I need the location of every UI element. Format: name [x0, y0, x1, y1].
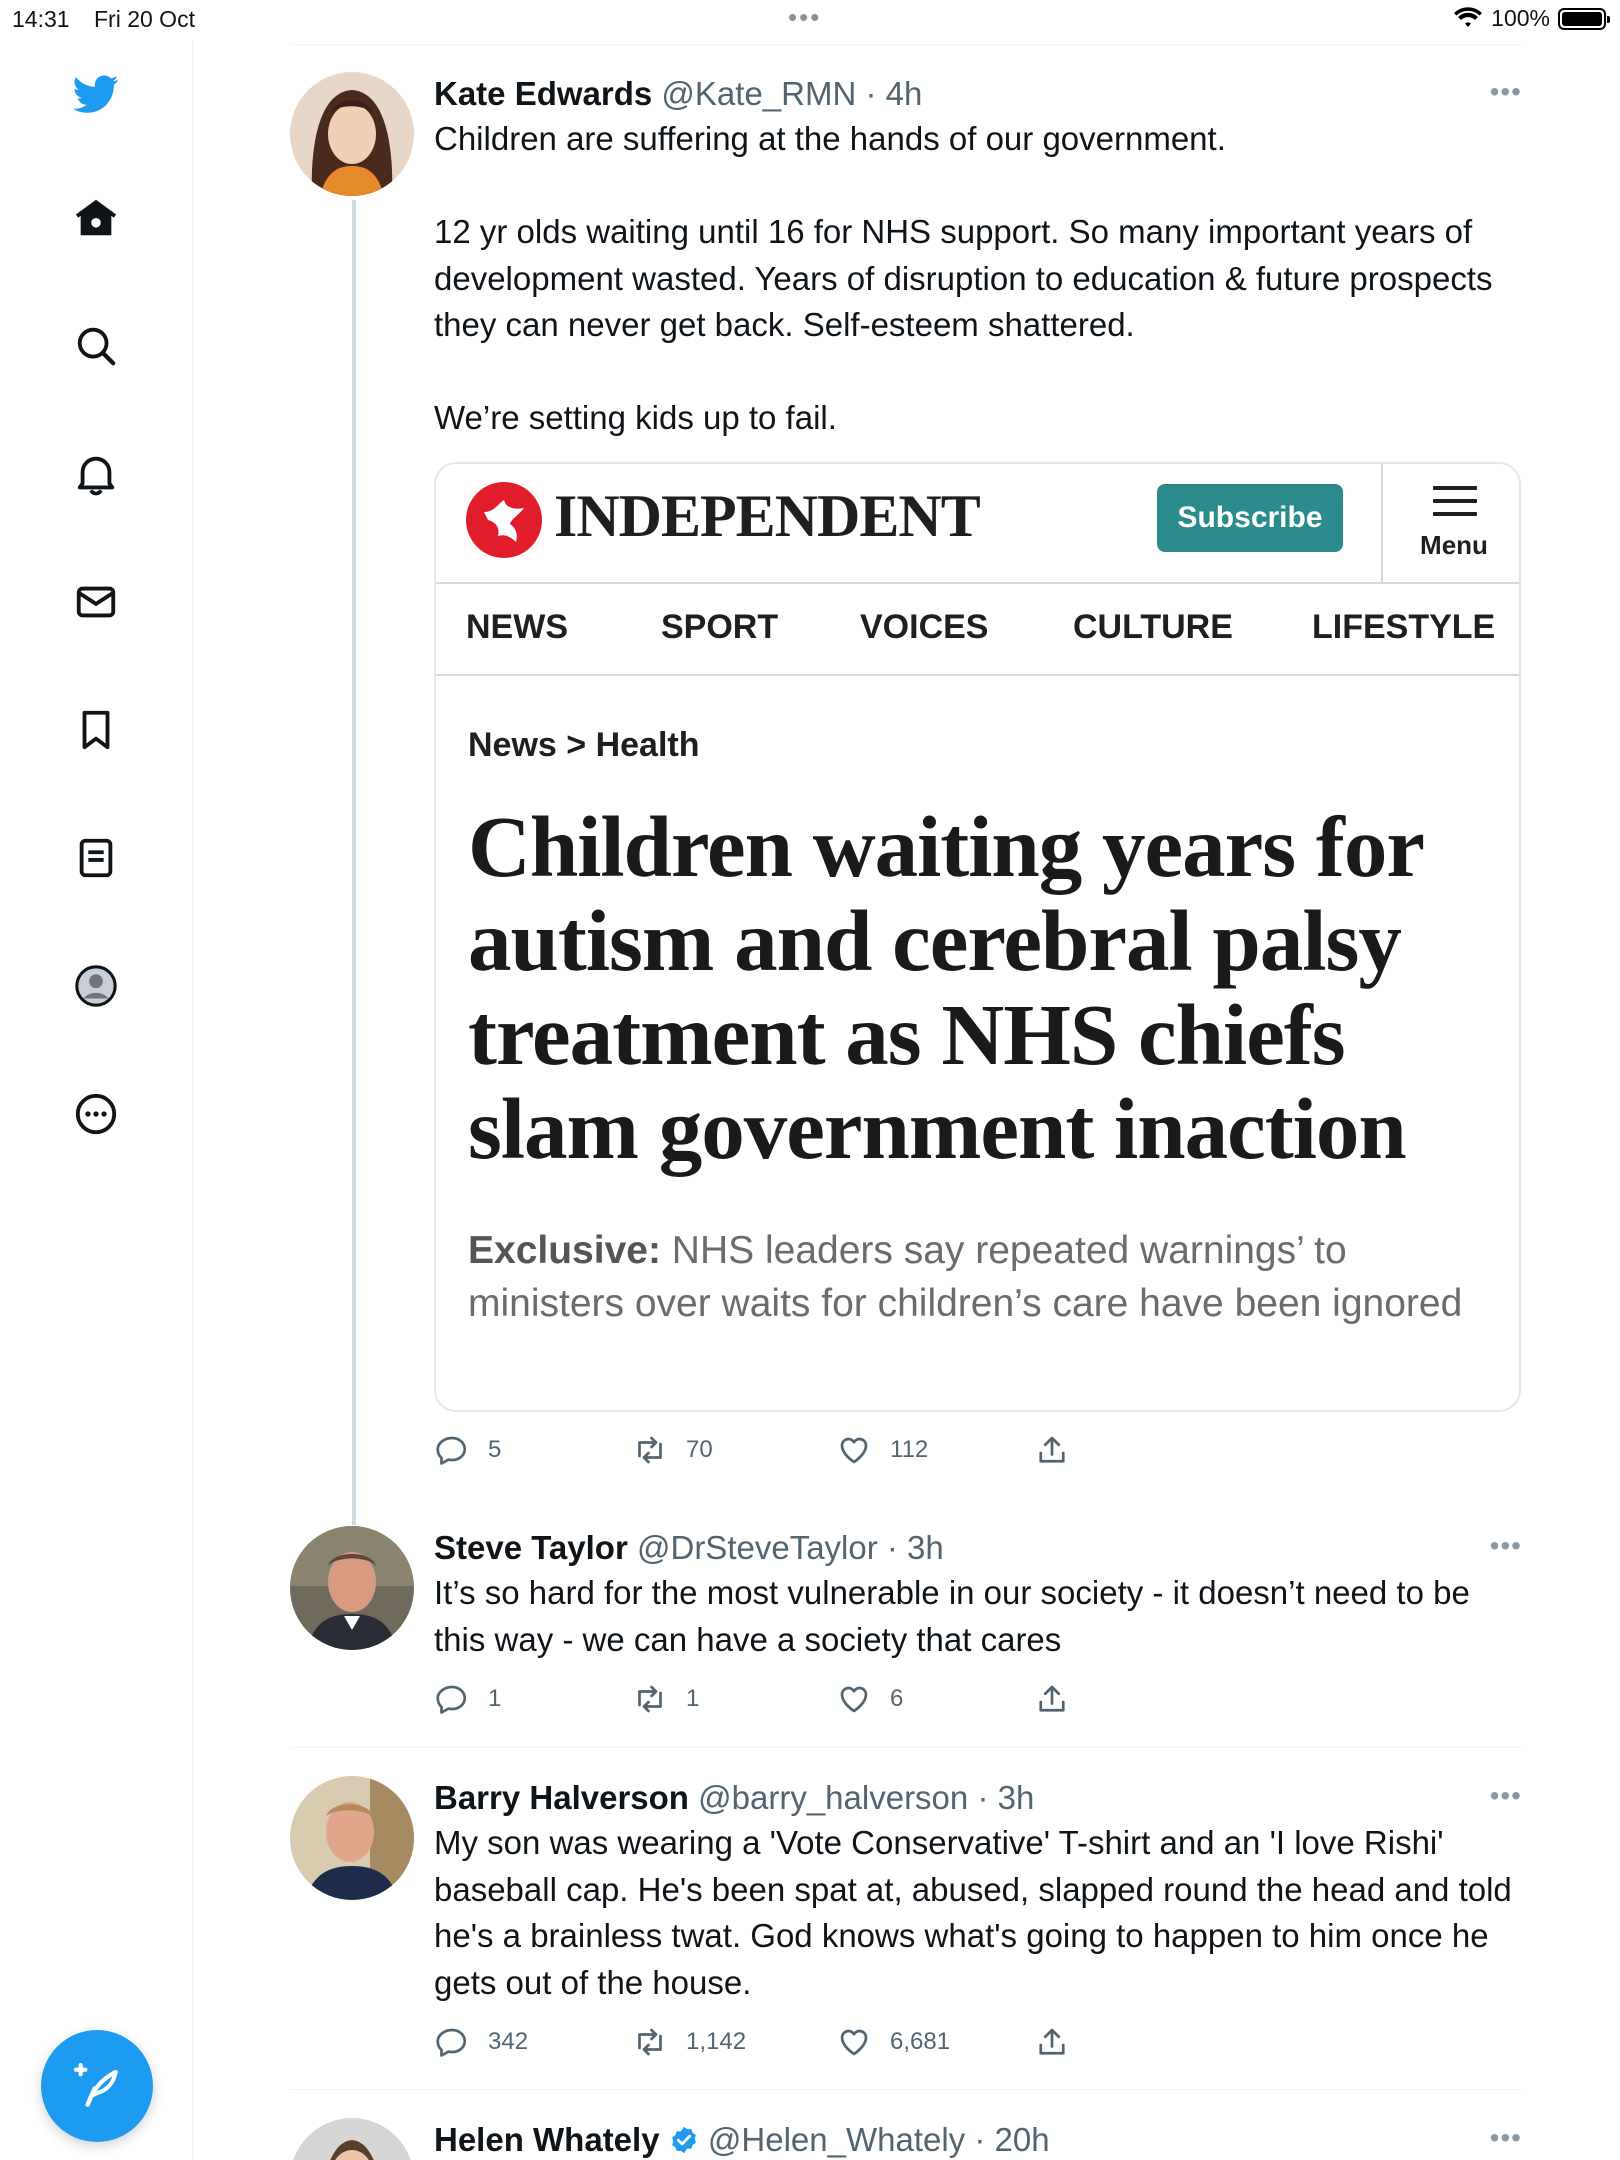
nav-voices[interactable]: VOICES [860, 607, 989, 646]
avatar[interactable] [290, 2118, 414, 2160]
divider [290, 1747, 1522, 1748]
twitter-logo-icon[interactable] [68, 66, 124, 122]
messages-icon[interactable] [68, 574, 124, 630]
like-button[interactable] [836, 1432, 928, 1468]
reply-icon [434, 1432, 470, 1468]
home-icon[interactable] [68, 190, 124, 246]
bookmarks-icon[interactable] [68, 702, 124, 758]
status-bar [0, 0, 1620, 40]
like-count: 112 [890, 1435, 929, 1463]
tweet-time: · 3h [886, 1529, 944, 1566]
heart-icon [836, 1432, 872, 1468]
more-options-icon[interactable]: ••• [1489, 76, 1522, 107]
article-headline: Children waiting years for autism and cerebral palsy treatment as NHS chiefs slam government inaction [468, 797, 1423, 1177]
reply-count: 342 [488, 2028, 529, 2055]
tweet-header [434, 1776, 1522, 1820]
battery-icon [1558, 8, 1606, 30]
author-handle[interactable]: @Helen_Whately [707, 2121, 966, 2158]
nav-lifestyle[interactable]: LIFESTYLE [1312, 607, 1496, 646]
compose-icon [69, 2058, 125, 2114]
reply-count: 1 [488, 1685, 502, 1712]
tweet-time: · 20h [974, 2121, 1050, 2158]
tweet-actions [434, 1681, 1522, 1725]
more-options-icon[interactable]: ••• [1489, 1780, 1522, 1811]
retweet-count: 1 [686, 1685, 700, 1712]
author-name[interactable]: Steve Taylor [434, 1529, 628, 1566]
tweet-header [434, 72, 1522, 116]
author-handle[interactable]: @barry_halverson [698, 1779, 969, 1816]
author-handle[interactable]: @Kate_RMN [661, 75, 857, 112]
card-masthead [436, 464, 1519, 584]
divider [290, 2089, 1522, 2090]
status-date: Fri 20 Oct [94, 6, 195, 32]
heart-icon [836, 1681, 872, 1717]
lists-icon[interactable] [68, 830, 124, 886]
retweet-button[interactable] [632, 1681, 699, 1717]
share-button[interactable] [1034, 1681, 1070, 1717]
subscribe-button[interactable]: Subscribe [1157, 484, 1343, 552]
multitasking-dots-icon[interactable]: ••• [788, 2, 822, 32]
share-button[interactable] [1034, 2024, 1070, 2060]
battery-percent: 100% [1491, 5, 1550, 31]
breadcrumb: News > Health [468, 725, 700, 764]
author-name[interactable]: Barry Halverson [434, 1779, 689, 1816]
thread-connector [352, 200, 356, 1525]
like-button[interactable] [836, 2024, 950, 2060]
tweet-time: · 3h [977, 1779, 1035, 1816]
tweet-text: My son was wearing a 'Vote Conservative' T-shirt and an 'I love Rishi' baseball cap. He's been spat at, abused, slapped round the head and told he's a brainless twat. God knows what's going to happen to him once he gets out of the house. [434, 1824, 1512, 2001]
wifi-icon [1453, 7, 1483, 31]
link-card[interactable] [434, 462, 1521, 1412]
share-icon [1034, 1432, 1070, 1468]
retweet-icon [632, 1432, 668, 1468]
hamburger-icon [1433, 486, 1477, 525]
reply-icon [434, 2024, 470, 2060]
independent-eagle-logo-icon [466, 482, 542, 558]
standfirst-text: NHS leaders say repeated warnings’ to ministers over waits for children’s care have been ignored [468, 1228, 1463, 1325]
sidebar [0, 40, 193, 2160]
author-handle[interactable]: @DrSteveTaylor [636, 1529, 878, 1566]
standfirst-lead: Exclusive: [468, 1228, 661, 1272]
tweet-actions [434, 1432, 1522, 1476]
tweet-actions [434, 2024, 1522, 2068]
share-icon [1034, 2024, 1070, 2060]
compose-button[interactable] [41, 2030, 153, 2142]
more-options-icon[interactable]: ••• [1489, 1530, 1522, 1561]
share-button[interactable] [1034, 1432, 1070, 1468]
retweet-button[interactable] [632, 1432, 713, 1468]
retweet-button[interactable] [632, 2024, 746, 2060]
menu-button[interactable] [1381, 464, 1521, 584]
retweet-icon [632, 1681, 668, 1717]
share-icon [1034, 1681, 1070, 1717]
notifications-icon[interactable] [68, 446, 124, 502]
reply-icon [434, 1681, 470, 1717]
more-options-icon[interactable]: ••• [1489, 2122, 1522, 2153]
tweet-header [434, 1526, 1522, 1570]
tweet-time: · 4h [865, 75, 923, 112]
avatar[interactable] [290, 1776, 414, 1900]
tweet-header [434, 2118, 1522, 2160]
search-icon[interactable] [68, 318, 124, 374]
menu-label: Menu [1420, 529, 1488, 560]
heart-icon [836, 2024, 872, 2060]
card-nav [436, 584, 1519, 676]
avatar[interactable] [290, 72, 414, 196]
verified-badge-icon [669, 2125, 699, 2155]
reply-button[interactable] [434, 2024, 528, 2060]
author-name[interactable]: Kate Edwards [434, 75, 653, 112]
avatar[interactable] [290, 1526, 414, 1650]
like-count: 6 [890, 1685, 904, 1712]
tweet-text: Children are suffering at the hands of our government. 12 yr olds waiting until 16 for NHS support. So many important years of development wasted. Years of disruption to education & future prospects they can never get back. Self-esteem shattered. We’re setting kids up to fail. [434, 120, 1493, 436]
retweet-count: 1,142 [686, 2028, 747, 2055]
nav-sport[interactable]: SPORT [661, 607, 779, 646]
like-count: 6,681 [890, 2028, 951, 2055]
retweet-count: 70 [686, 1435, 713, 1463]
tweet-text: It’s so hard for the most vulnerable in our society - it doesn’t need to be this way - we can have a society that cares [434, 1574, 1470, 1658]
reply-button[interactable] [434, 1432, 501, 1468]
like-button[interactable] [836, 1681, 903, 1717]
nav-culture[interactable]: CULTURE [1073, 607, 1233, 646]
author-name[interactable]: Helen Whately [434, 2121, 660, 2158]
retweet-icon [632, 2024, 668, 2060]
site-name: INDEPENDENT [554, 482, 980, 549]
divider [290, 44, 1522, 45]
status-right [1453, 5, 1606, 32]
reply-count: 5 [488, 1435, 502, 1463]
article-standfirst [468, 1224, 1468, 1330]
profile-icon[interactable] [68, 958, 124, 1014]
more-icon[interactable] [68, 1086, 124, 1142]
status-time: 14:31 [12, 6, 70, 32]
reply-button[interactable] [434, 1681, 501, 1717]
nav-news[interactable]: NEWS [466, 607, 568, 646]
